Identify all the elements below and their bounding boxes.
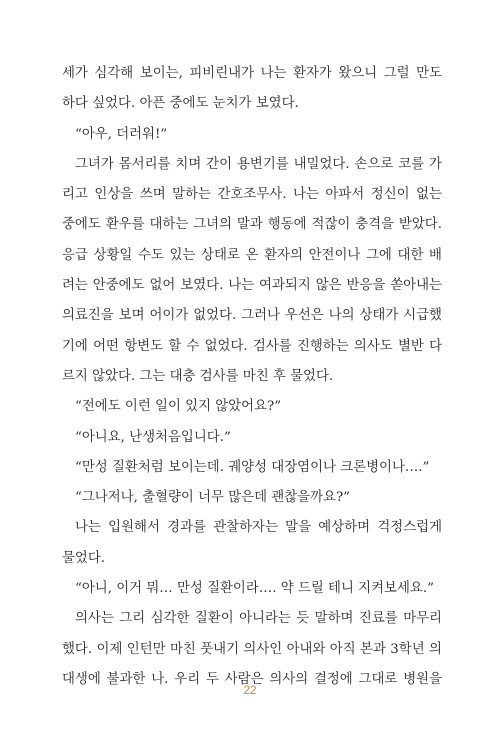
text-line-6: 중에도 환우를 대하는 그녀의 말과 행동에 적잖이 충격을 받았다. <box>62 217 442 233</box>
text-line-20: 했다. 이제 인턴만 마친 풋내기 의사인 아내와 아직 본과 3학년 의 <box>62 641 442 657</box>
text-line-18: “아니, 이거 뭐… 만성 질환이라…. 약 드릴 테니 지켜보세요.” <box>75 581 434 597</box>
text-line-9: 의료진을 보며 어이가 없었다. 그러나 우선은 나의 상태가 시급했 <box>62 308 442 324</box>
text-line-17: 물었다. <box>62 550 106 566</box>
text-line-4: 그녀가 몸서리를 치며 간이 용변기를 내밀었다. 손으로 코를 가 <box>75 156 442 172</box>
text-line-1: 세가 심각해 보이는, 피비린내가 나는 환자가 왔으니 그럴 만도 <box>62 66 442 81</box>
text-line-5: 리고 인상을 쓰며 말하는 간호조무사. 나는 아파서 정신이 없는 <box>62 187 442 203</box>
text-line-8: 려는 안중에도 없어 보였다. 나는 여과되지 않은 반응을 쏟아내는 <box>62 278 442 294</box>
page-number: 22 <box>243 683 257 697</box>
text-line-14: “만성 질환처럼 보이는데. 궤양성 대장염이나 크론병이나….” <box>75 459 430 475</box>
text-line-11: 르지 않았다. 그는 대충 검사를 마친 후 물었다. <box>62 368 334 384</box>
text-line-7: 응급 상황일 수도 있는 상태로 온 환자의 안전이나 그에 대한 배 <box>62 247 442 263</box>
text-line-13: “아니요, 난생처음입니다.” <box>75 429 231 445</box>
text-line-3: “아우, 더러워!” <box>75 126 168 142</box>
text-line-16: 나는 입원해서 경과를 관찰하자는 말을 예상하며 걱정스럽게 <box>75 520 442 536</box>
body-text <box>62 62 442 698</box>
text-line-12: “전에도 이런 일이 있지 않았어요?” <box>75 399 282 415</box>
text-line-2: 하다 싶었다. 아픈 중에도 눈치가 보였다. <box>62 96 299 112</box>
text-line-15: “그나저나, 출혈량이 너무 많은데 괜찮을까요?” <box>75 490 350 506</box>
text-line-10: 기에 어떤 항변도 할 수 없었다. 검사를 진행하는 의사도 별반 다 <box>62 338 442 354</box>
text-line-19: 의사는 그리 심각한 질환이 아니라는 듯 말하며 진료를 마무리 <box>75 611 442 627</box>
text-line-21: 대생에 불과한 나. 우리 두 사람은 의사의 결정에 그대로 병원을 <box>62 671 442 687</box>
